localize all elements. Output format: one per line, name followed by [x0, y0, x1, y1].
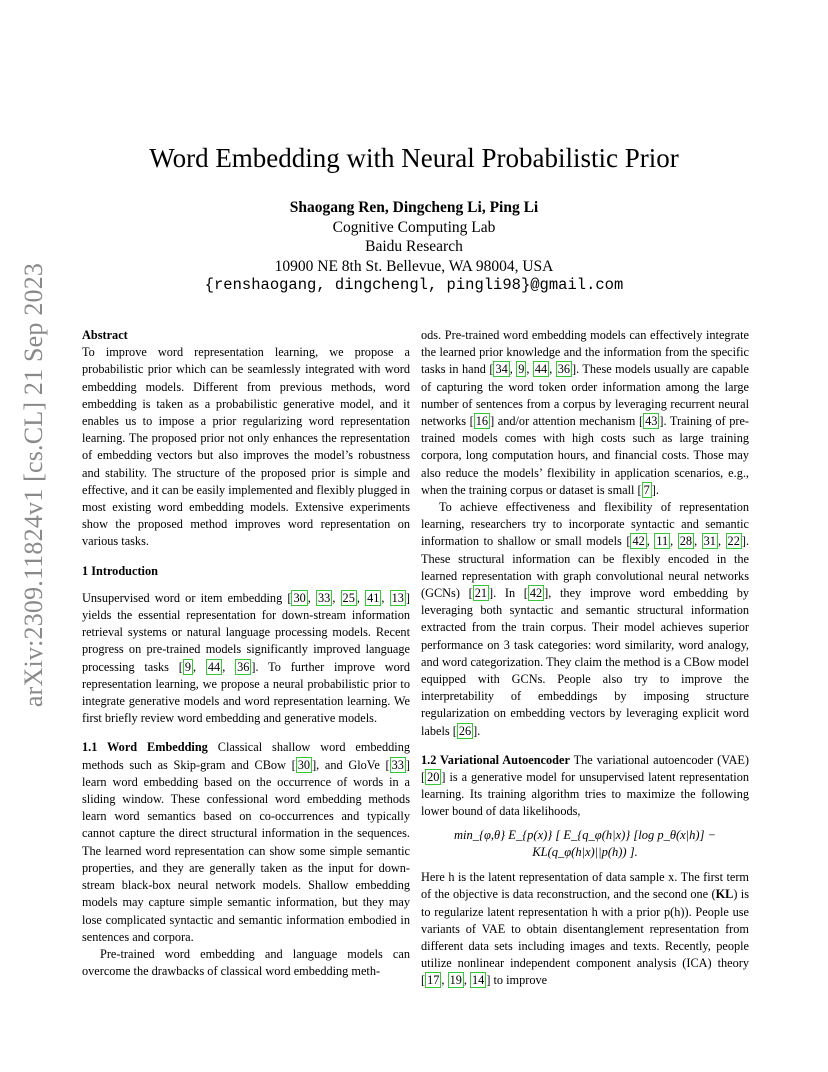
- arxiv-sidebar-stamp: [14, 262, 54, 708]
- citation-link[interactable]: 41: [367, 590, 380, 605]
- author-names: Shaogang Ren, Dingcheng Li, Ping Li: [289, 199, 539, 216]
- affiliation-address: 10900 NE 8th St. Bellevue, WA 98004, USA: [274, 257, 554, 275]
- citation-link[interactable]: 33: [318, 590, 331, 605]
- citation-link[interactable]: 36: [557, 362, 570, 377]
- citation-link[interactable]: 19: [449, 973, 462, 988]
- intro-paragraph: Unsupervised word or item embedding [ 30 , 33 , 25 , 41 , 13 ] yields the essential representation for down-stream information retrieval systems or natural language processing models. Recent progress on pre-trained models significantly improved language processing tasks [ 9 , 44 , 36 ]. To further improve word representation learning, we propose a neural probabilistic prior to integrate generative models and word representation learning. We first briefly review word embedding and generative models.: [82, 590, 411, 726]
- right-column: [421, 327, 749, 990]
- citation-link[interactable]: 22: [727, 534, 740, 549]
- vae-objective-equation: min_{φ,θ} E_{p(x)} [ E_{q_φ(h|x)} [log p_θ(x|h)] − KL(q_φ(h|x)||p(h)) ].: [454, 827, 716, 859]
- citation-link[interactable]: 30: [297, 757, 311, 772]
- citation-link[interactable]: 25: [342, 590, 355, 605]
- section-heading-vae: 1.2 Variational Autoencoder: [421, 752, 570, 767]
- citation-link[interactable]: 44: [207, 659, 221, 674]
- citation-group: [ 30 , 33 , 25 , 41 , 13 ]: [287, 590, 411, 605]
- right-paragraph-1: ods. Pre-trained word embedding models can effectively integrate the learned prior knowledge and the information from the specific tasks in hand [ 34 , 9 , 44 , 36 ]. These models usually are capable of capturing the word token order information among the large number of sentences from a corpus by leveraging recurrent neural networks [ 16 ] and/or attention mechanism [ 43 ]. Training of pre-trained models comes with high costs such as large training corpora, long computation hours, and financial costs. Those may also reduce the models’ flexibility in application scenarios, e.g., when the training corpus or dataset is small [ 7 ].: [421, 328, 750, 497]
- author-block: [0, 198, 828, 296]
- citation-link[interactable]: 44: [534, 362, 548, 377]
- citation-link[interactable]: 43: [645, 414, 658, 429]
- section-1-2-paragraph-2: Here h is the latent representation of data sample x. The first term of the objective is data reconstruction, and the second one (KL) is to regularize latent representation h with a prior p(h)). People use variants of VAE to obtain disentanglement representation from different data sets including images and texts. Recently, people utilize nonlinear independent component analysis (ICA) theory [ 17 , 19 , 14 ] to improve: [421, 870, 749, 988]
- section-heading-word-embedding: 1.1 Word Embedding: [82, 740, 208, 755]
- citation-link[interactable]: 31: [703, 534, 716, 549]
- citation-link[interactable]: 20: [427, 770, 440, 785]
- author-emails: {renshaogang, dingchengl, pingli98}@gmail.com: [204, 276, 624, 294]
- citation-link[interactable]: 21: [474, 586, 488, 601]
- citation-link[interactable]: 33: [391, 757, 404, 772]
- citation-link[interactable]: 34: [495, 362, 508, 377]
- paper-title: Word Embedding with Neural Probabilistic Prior: [149, 143, 679, 173]
- section-1-1-paragraph-2: Pre-trained word embedding and language models can overcome the drawbacks of classical word embedding meth-: [82, 946, 410, 979]
- citation-link[interactable]: 28: [679, 534, 693, 549]
- citation-link[interactable]: 13: [391, 590, 404, 605]
- citation-link[interactable]: 16: [475, 414, 489, 429]
- affiliation-lab: Cognitive Computing Lab: [332, 218, 496, 236]
- left-column: [82, 327, 410, 980]
- citation-link[interactable]: 26: [458, 723, 472, 738]
- citation-link[interactable]: 30: [293, 590, 306, 605]
- right-paragraph-2: To achieve effectiveness and flexibility of representation learning, researchers try to incorporate syntactic and semantic information to shallow or small models [ 42 , 11 , 28 , 31 , 22 ]. These structural information can be flexibly encoded in the learned representation with graph convolutional neural networks (GCNs) [ 21 ]. In [ 42 ], they improve word embedding by leveraging both syntactic and semantic structural information extracted from the train corpus. Their model achieves superior performance on 3 task categories: word similarity, word analogy, and word categorization. They claim the method is a CBow model equipped with GCNs. People also try to improve the interpretability of embeddings by imposing structure regularization on embedding vectors by leveraging explicit word labels [ 26 ].: [421, 500, 750, 738]
- affiliation-org: Baidu Research: [365, 238, 463, 255]
- citation-link[interactable]: 7: [643, 482, 650, 497]
- citation-link[interactable]: 14: [472, 973, 485, 988]
- abstract-text: To improve word representation learning, we propose a probabilistic prior which can be seamlessly integrated with word embedding models. Different from previous methods, word embedding is taken as a probabilistic generative model, and it enables us to impose a prior regularizing word representation learning. The proposed prior not only enhances the representation of embedding vectors but also improves the model’s robustness and stability. The structure of the proposed prior is simple and effective, and it can be easily implemented and flexibly plugged in most existing word embedding models. Extensive experiments show the proposed method improves word representation on various tasks.: [82, 345, 410, 549]
- arxiv-id: arXiv:2309.11824v1 [cs.CL] 21 Sep 2023: [19, 262, 48, 708]
- abstract-heading: Abstract: [82, 328, 128, 342]
- citation-link[interactable]: 42: [632, 534, 645, 549]
- citation-link[interactable]: 17: [427, 973, 440, 988]
- citation-link[interactable]: 11: [656, 534, 669, 549]
- citation-link[interactable]: 36: [237, 659, 250, 674]
- citation-link[interactable]: 42: [529, 586, 543, 601]
- section-heading-introduction: 1 Introduction: [82, 563, 158, 578]
- citation-link[interactable]: 9: [518, 362, 525, 377]
- section-1-2-paragraph: 1.2 Variational Autoencoder The variational autoencoder (VAE) [ 20 ] is a generative model for unsupervised latent representation learning. Its training algorithm tries to maximize the following lower bound of data likelihoods,: [421, 752, 749, 819]
- citation-link[interactable]: 9: [184, 659, 192, 674]
- section-1-1-paragraph: 1.1 Word Embedding Classical shallow word embedding methods such as Skip-gram and CBow [ 30 ], and GloVe [ 33 ] learn word embedding based on the occurrence of words in a sliding window. These confessional word embedding methods learn word semantics based on co-occurrences and typically cannot capture the direct structural information in the sequences. The learned word representation can show some simple semantic properties, and they are generally taken as the input for down-stream black-box neural network models. Shallow embedding models may capture simple semantic information, but they may lose complicated syntactic and semantic information embodied in sentences and corpora.: [82, 740, 411, 944]
